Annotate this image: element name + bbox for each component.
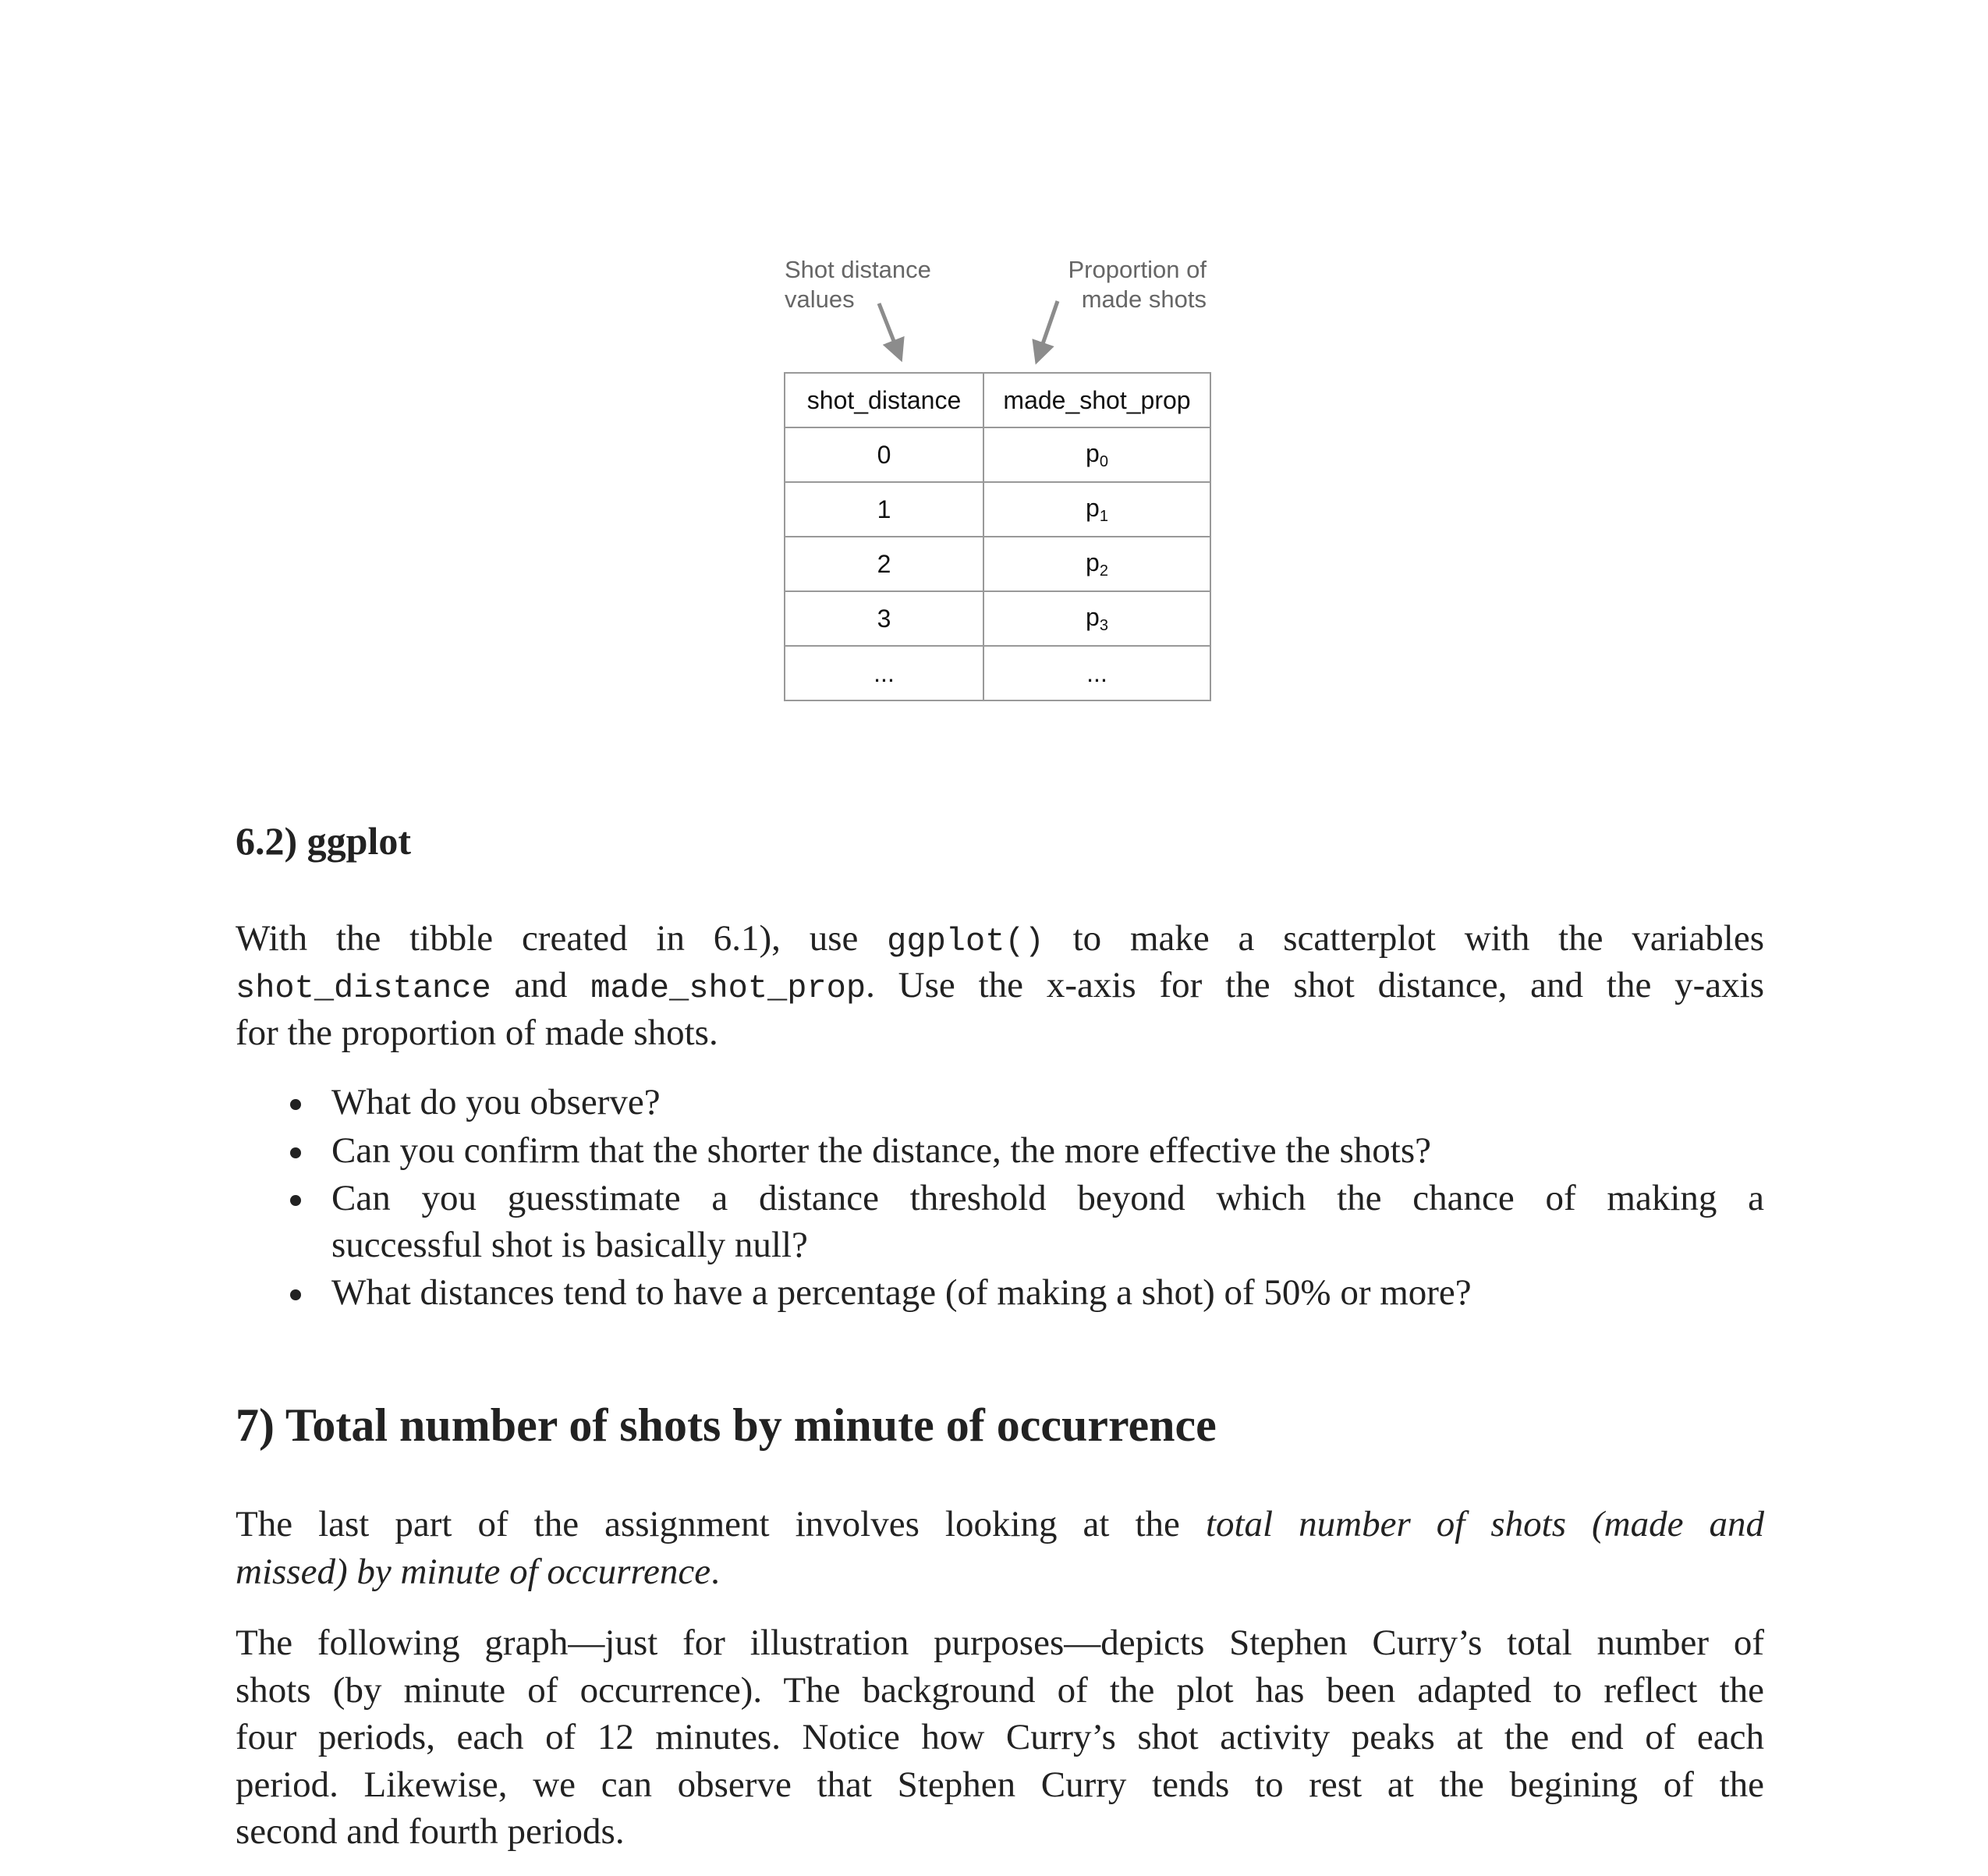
arrow-right: [1038, 301, 1058, 357]
inline-code: made_shot_prop: [590, 970, 866, 1007]
prop-subscript: 3: [1099, 616, 1108, 634]
cell-distance: 0: [785, 427, 983, 482]
table-row: [785, 591, 1210, 646]
paragraph-line: period. Likewise, we can observe that Stephen Curry tends to rest at the begining of the: [236, 1764, 1764, 1805]
text: The last part of the assignment involves looking at the: [236, 1504, 1206, 1544]
prop-symbol: p: [1086, 602, 1100, 631]
bullet-item-continued: successful shot is basically null?: [331, 1225, 808, 1265]
label-line: Proportion of: [1068, 256, 1207, 283]
paragraph-line: [236, 962, 1764, 1009]
text: With the tibble created in 6.1), use: [236, 918, 888, 959]
paragraph-line: The following graph—just for illustration purposes—depicts Stephen Curry’s total number of: [236, 1622, 1764, 1663]
bullet-item: What do you observe?: [331, 1082, 661, 1122]
cell-prop: [983, 591, 1210, 646]
header-made-shot-prop: made_shot_prop: [983, 373, 1210, 427]
bullet-icon: [290, 1147, 301, 1158]
text: to make a scatterplot with the variables: [1044, 918, 1764, 959]
text: .: [711, 1552, 720, 1592]
cell-distance: 3: [785, 591, 983, 646]
paragraph-line: [236, 915, 1764, 962]
cell-prop: [983, 427, 1210, 482]
emphasis: total number of shots (made and: [1205, 1504, 1764, 1544]
table-row: [785, 537, 1210, 591]
label-line: made shots: [1081, 285, 1207, 313]
cell-distance: 2: [785, 537, 983, 591]
paragraph-line: shots (by minute of occurrence). The background of the plot has been adapted to reflect the: [236, 1670, 1764, 1711]
table-row: [785, 427, 1210, 482]
label-line: Shot distance: [785, 256, 931, 283]
bullet-item: What distances tend to have a percentage (of making a shot) of 50% or more?: [331, 1272, 1472, 1313]
inline-code: shot_distance: [236, 970, 491, 1007]
text: and: [491, 965, 591, 1005]
prop-subscript: 0: [1099, 452, 1108, 470]
section-heading-6-2: 6.2) ggplot: [236, 819, 411, 863]
cell-prop: ...: [983, 646, 1210, 700]
header-shot-distance: shot_distance: [785, 373, 983, 427]
paragraph-line: [236, 1548, 1764, 1595]
cell-prop: [983, 482, 1210, 537]
bullet-icon: [290, 1289, 301, 1300]
cell-distance: 1: [785, 482, 983, 537]
paragraph-line: for the proportion of made shots.: [236, 1012, 718, 1053]
paragraph-line: second and fourth periods.: [236, 1811, 625, 1852]
table-row: [785, 482, 1210, 537]
prop-subscript: 1: [1099, 507, 1108, 525]
bullet-item: Can you confirm that the shorter the distance, the more effective the shots?: [331, 1130, 1431, 1171]
tibble-schema-table: [784, 372, 1211, 701]
label-line: values: [785, 285, 855, 313]
section-heading-7: 7) Total number of shots by minute of occurrence: [236, 1399, 1217, 1451]
bullet-item: Can you guesstimate a distance threshold beyond which the chance of making a: [331, 1178, 1764, 1218]
emphasis: missed) by minute of occurrence: [236, 1552, 711, 1592]
paragraph-line: four periods, each of 12 minutes. Notice how Curry’s shot activity peaks at the end of each: [236, 1717, 1764, 1757]
cell-distance: ...: [785, 646, 983, 700]
prop-symbol: p: [1086, 493, 1100, 522]
arrow-left: [879, 303, 899, 355]
prop-symbol: p: [1086, 438, 1100, 467]
prop-subscript: 2: [1099, 562, 1108, 580]
table-header-row: [785, 373, 1210, 427]
bullet-icon: [290, 1099, 301, 1110]
bullet-icon: [290, 1195, 301, 1206]
text: . Use the x-axis for the shot distance, and the y-axis: [866, 965, 1764, 1005]
inline-code: ggplot(): [887, 923, 1044, 960]
cell-prop: [983, 537, 1210, 591]
paragraph-line: [236, 1501, 1764, 1548]
table-row: [785, 646, 1210, 700]
prop-symbol: p: [1086, 548, 1100, 576]
